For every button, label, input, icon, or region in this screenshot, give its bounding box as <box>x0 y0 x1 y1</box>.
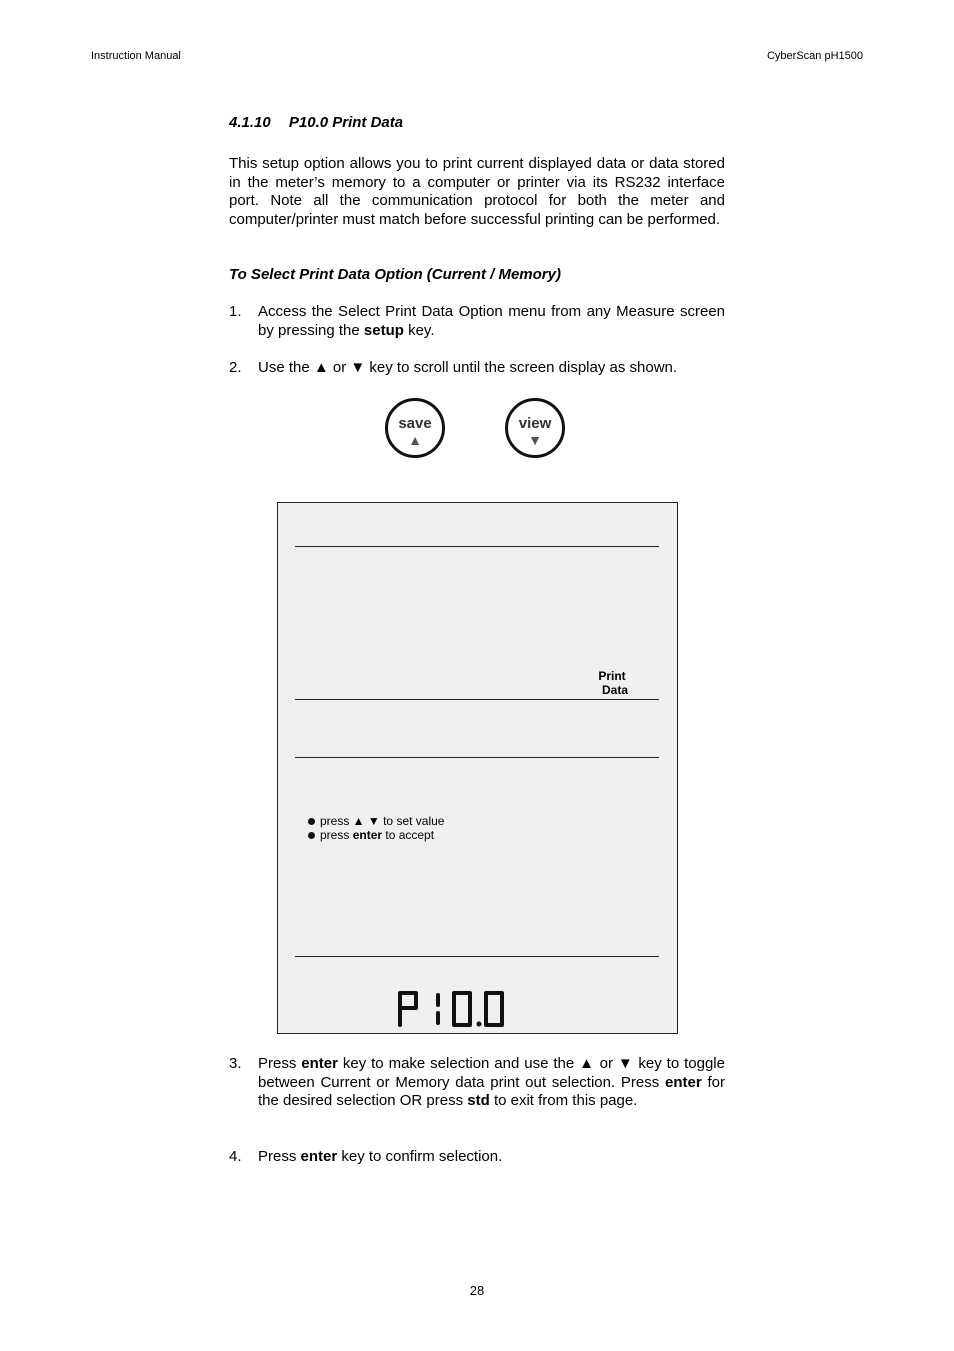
step-number: 3. <box>229 1055 242 1072</box>
step-2 <box>229 359 725 378</box>
step-3 <box>229 1055 725 1111</box>
screen-divider <box>295 699 659 700</box>
section-title-text: P10.0 Print Data <box>288 114 404 131</box>
screen-divider <box>295 956 659 957</box>
meter-screen <box>277 502 678 1034</box>
header-right: CyberScan pH1500 <box>766 50 863 62</box>
step-text: Press enter key to make selection and use the ▲ or ▼ key to toggle between Current or Memory data print out selection. Press enter for the desired selection OR press std to exit from this page. <box>258 1055 725 1110</box>
subheading: To Select Print Data Option (Current / Memory) <box>229 266 561 283</box>
section-number: 4.1.10 <box>229 114 271 131</box>
view-key-label: view <box>518 415 552 432</box>
up-arrow-icon: ▲ <box>408 432 422 448</box>
save-key-label: save <box>398 415 432 432</box>
step-4 <box>229 1148 725 1167</box>
screen-divider <box>295 546 659 547</box>
step-1 <box>229 303 725 340</box>
page-number: 28 <box>469 1283 485 1298</box>
screen-instructions: press ▲ ▼ to set value press enter to accept <box>308 814 444 842</box>
step-number: 2. <box>229 359 242 376</box>
header-left: Instruction Manual <box>91 50 181 62</box>
lcd-segment-display <box>396 989 508 1029</box>
bullet-icon <box>308 832 315 839</box>
step-number: 1. <box>229 303 242 320</box>
save-key <box>385 398 445 458</box>
step-text: Access the Select Print Data Option menu from any Measure screen by pressing the setup key. <box>258 303 725 339</box>
step-number: 4. <box>229 1148 242 1165</box>
intro-paragraph: This setup option allows you to print current displayed data or data stored in the meter’s memory to a computer or printer via its RS232 interface port. Note all the communication protocol for both the meter and computer/printer must match before successful printing can be performed. <box>229 155 725 228</box>
view-key <box>505 398 565 458</box>
section-title <box>229 114 725 131</box>
print-data-label: Print Data <box>598 669 629 697</box>
down-arrow-icon: ▼ <box>528 432 542 448</box>
step-text: Use the ▲ or ▼ key to scroll until the screen display as shown. <box>258 359 678 376</box>
screen-divider <box>295 757 659 758</box>
step-text: Press enter key to confirm selection. <box>258 1148 503 1165</box>
bullet-icon <box>308 818 315 825</box>
